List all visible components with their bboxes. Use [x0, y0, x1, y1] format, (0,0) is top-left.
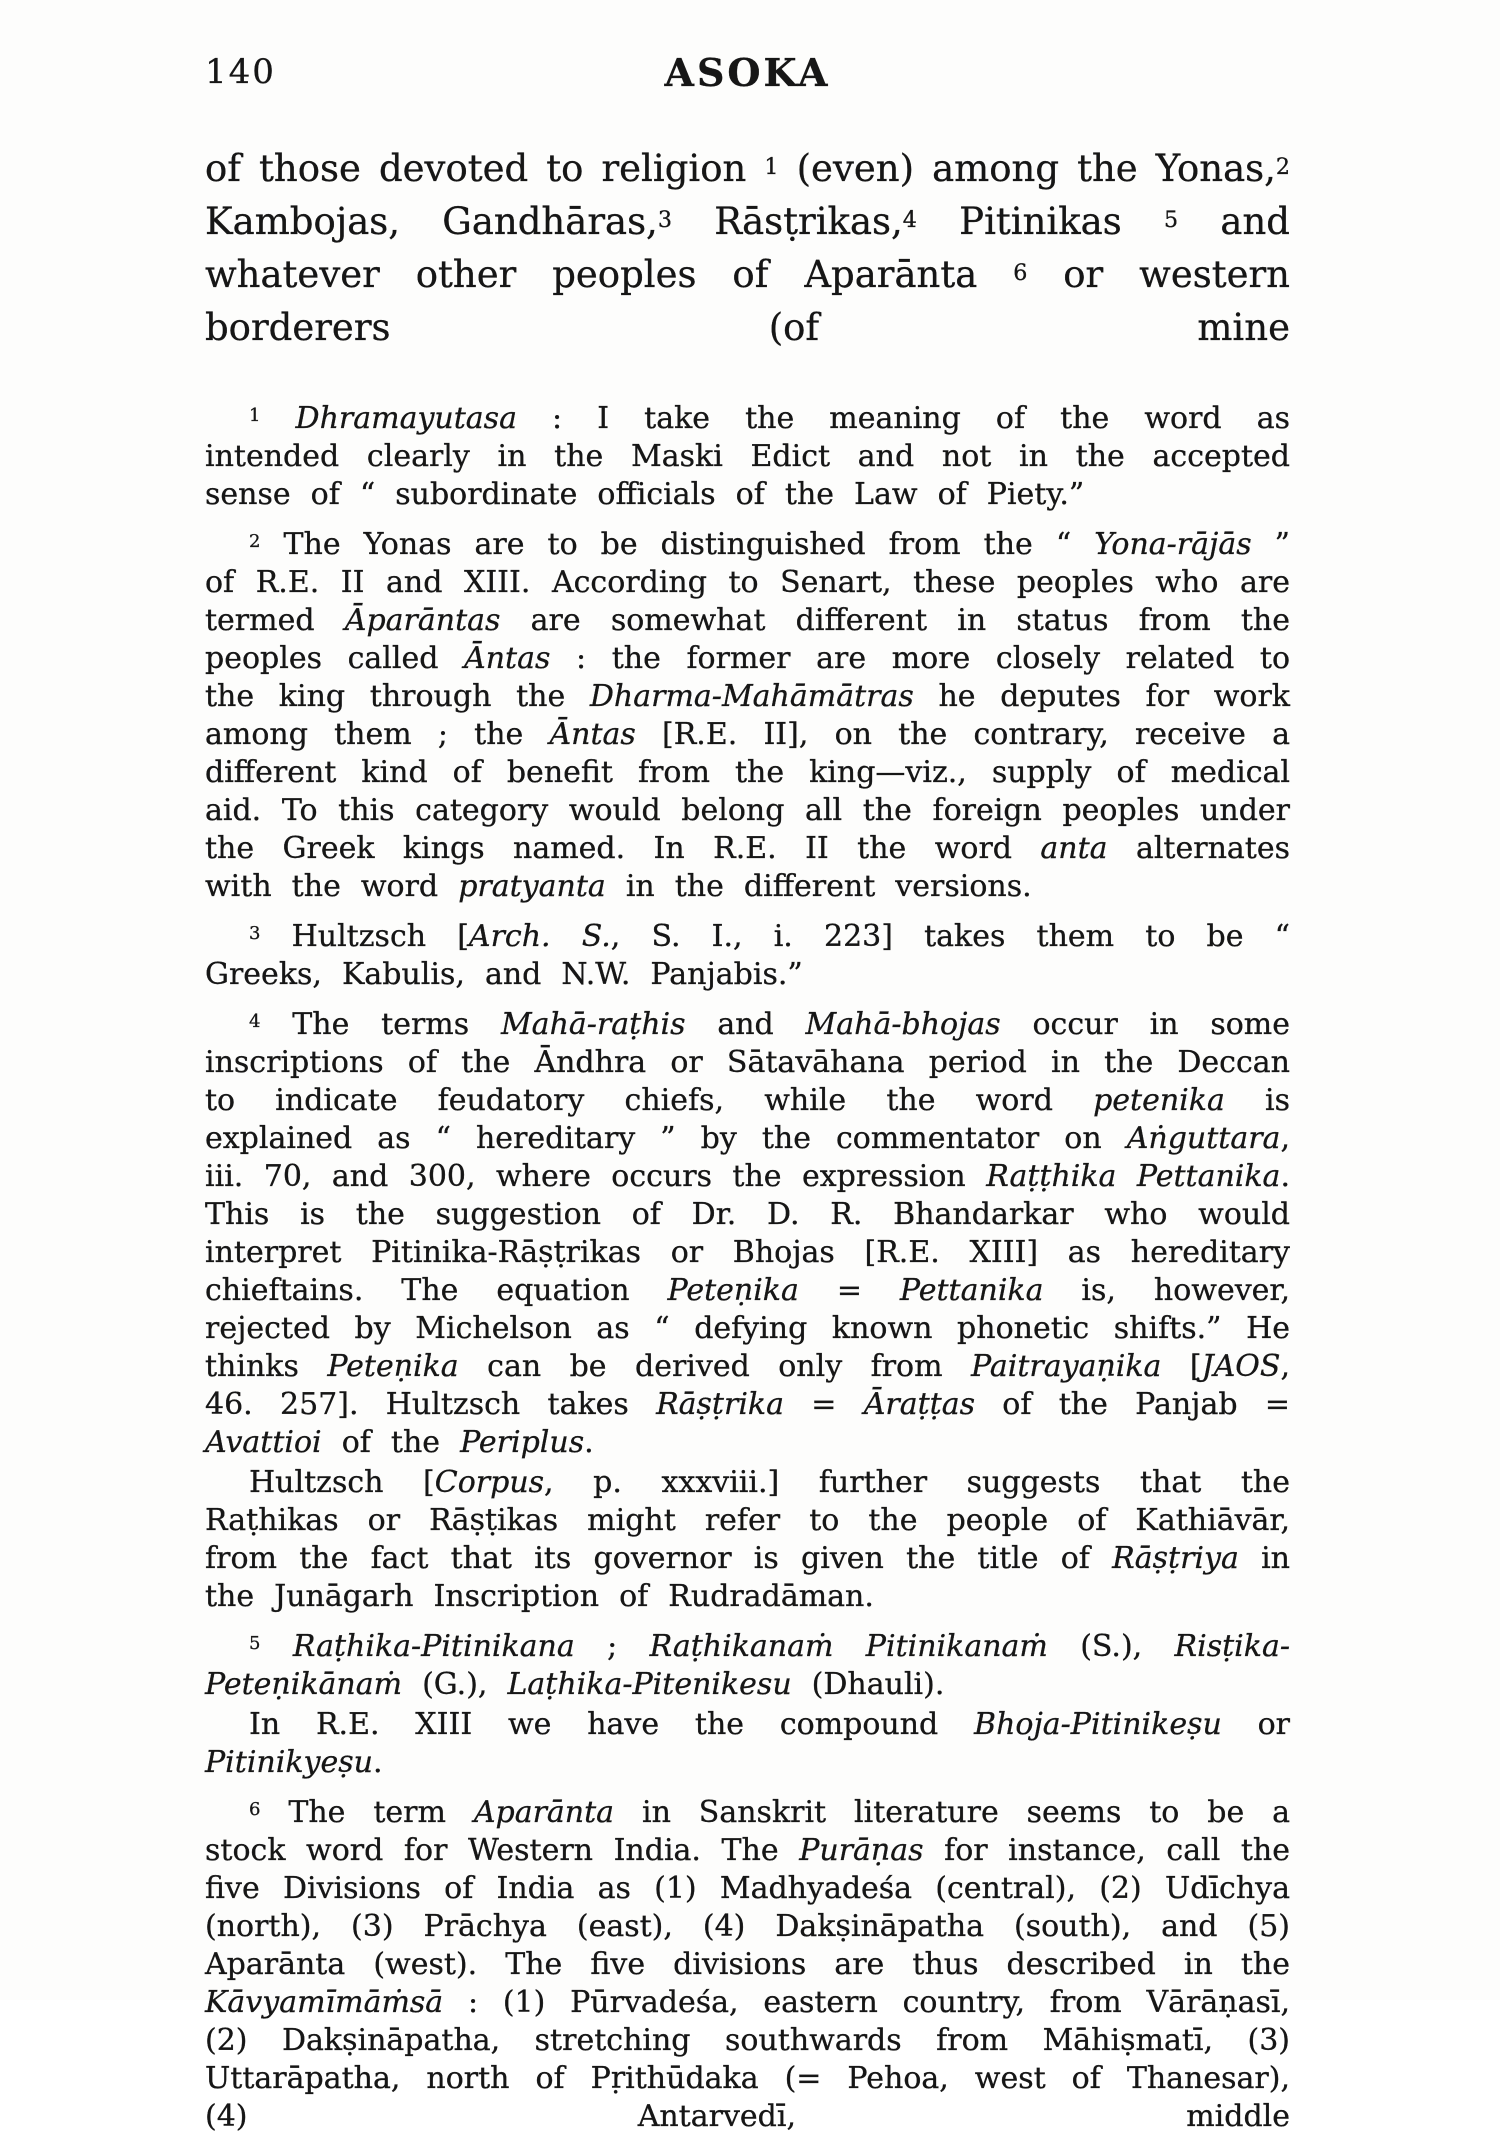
- running-title: ASOKA: [664, 50, 831, 95]
- page-number: 140: [205, 52, 276, 92]
- footnote-6: $^6$ The term Aparānta in Sanskrit literature seems to be a stock word for Western India. The Purāṇas for instance, call the five Divisions of India as (1) Madhyadeśa (central), (2) Udīchya (north), (3) Prāchya (east), (4) Dakṣināpatha (south), and (5) Aparānta (west). The five divisions are thus described in the Kāvyamīmāṁsā : (1) Pūrvadeśa, eastern country, from Vārāṇasī, (2) Dakṣināpatha, stretching southwards from Māhiṣmatī, (3) Uttarāpatha, north of Pṛithūdaka (= Pehoa, west of Thanesar), (4) Antarvedī, middle: [205, 1795, 1290, 2134]
- footnote-5-continuation: In R.E. XIII we have the compound Bhoja-Pitinikeṣu or Pitinikyeṣu.: [205, 1707, 1290, 1780]
- main-paragraph: of those devoted to religion $^1$ (even) among the Yonas,$^2$ Kambojas, Gandhāras,$^3$ Rāsṭrikas,$^4$ Pitinikas $^5$ and whatever other peoples of Aparānta $^6$ or western borderers (of mine: [205, 147, 1291, 349]
- page-body: [205, 142, 1290, 2136]
- footnote-5: $^5$ Raṭhika-Pitinikana ; Raṭhikanaṁ Pitinikanaṁ (S.), Risṭika-Peteṇikānaṁ (G.), Laṭhika-Pitenikesu (Dhauli).: [205, 1629, 1290, 1702]
- page-header: [205, 50, 1290, 100]
- footnote-2: $^2$ The Yonas are to be distinguished from the “ Yona-rājās ” of R.E. II and XIII. According to Senart, these peoples who are termed Āparāntas are somewhat different in status from the peoples called Āntas : the former are more closely related to the king through the Dharma-Mahāmātras he deputes for work among them ; the Āntas [R.E. II], on the contrary, receive a different kind of benefit from the king—viz., supply of medical aid. To this category would belong all the foreign peoples under the Greek kings named. In R.E. II the word anta alternates with the word pratyanta in the different versions.: [205, 527, 1291, 904]
- footnote-1: $^1$ Dhramayutasa : I take the meaning of the word as intended clearly in the Maski Edict and not in the accepted sense of “ subordinate officials of the Law of Piety.”: [205, 401, 1290, 512]
- footnotes-section: [205, 400, 1290, 2136]
- footnote-4: $^4$ The terms Mahā-raṭhis and Mahā-bhojas occur in some inscriptions of the Āndhra or Sātavāhana period in the Deccan to indicate feudatory chiefs, while the word petenika is explained as “ hereditary ” by the commentator on Aṅguttara, iii. 70, and 300, where occurs the expression Raṭṭhika Pettanika. This is the suggestion of Dr. D. R. Bhandarkar who would interpret Pitinika-Rāṣṭrikas or Bhojas [R.E. XIII] as hereditary chieftains. The equation Peteṇika = Pettanika is, however, rejected by Michelson as “ defying known phonetic shifts.” He thinks Peteṇika can be derived only from Paitrayaṇika [JAOS, 46. 257]. Hultzsch takes Rāṣṭrika = Āraṭṭas of the Panjab = Avattioi of the Periplus.: [205, 1007, 1291, 1460]
- footnote-3: $^3$ Hultzsch [Arch. S., S. I., i. 223] takes them to be “ Greeks, Kabulis, and N.W. Panjabis.”: [205, 919, 1290, 992]
- footnote-4-continuation: Hultzsch [Corpus, p. xxxviii.] further suggests that the Raṭhikas or Rāṣṭikas might refer to the people of Kathiāvār, from the fact that its governor is given the title of Rāṣṭriya in the Junāgarh Inscription of Rudradāman.: [205, 1465, 1291, 1614]
